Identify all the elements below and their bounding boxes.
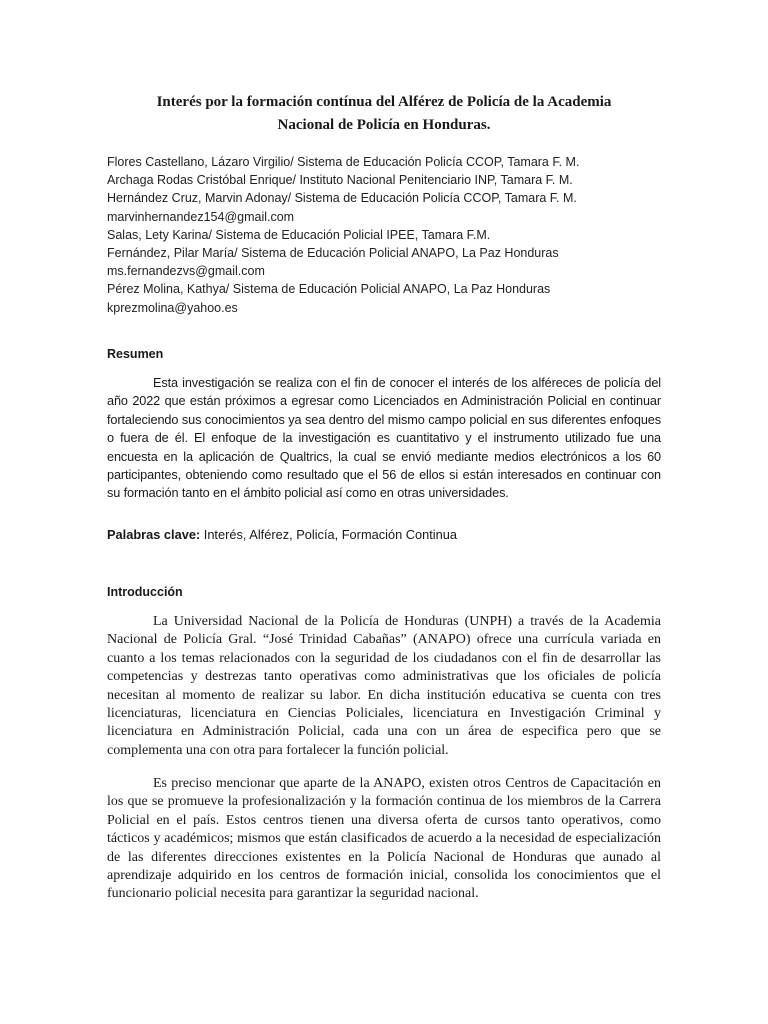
introduccion-heading: Introducción	[107, 585, 183, 599]
author-line: Fernández, Pilar María/ Sistema de Educación Policial ANAPO, La Paz Honduras	[107, 246, 559, 261]
keywords	[107, 527, 457, 542]
keywords-label: Palabras clave:	[107, 527, 201, 542]
title-line-2: Nacional de Policía en Honduras.	[277, 117, 491, 133]
author-email: kprezmolina@yahoo.es	[107, 300, 238, 315]
title-line-1: Interés por la formación contínua del Alférez de Policía de la Academia	[156, 94, 612, 110]
author-line: Salas, Lety Karina/ Sistema de Educación Policial IPEE, Tamara F.M.	[107, 227, 491, 242]
author-list	[107, 153, 667, 317]
author-line: Archaga Rodas Cristóbal Enrique/ Instituto Nacional Penitenciario INP, Tamara F. M.	[107, 173, 573, 188]
author-email: ms.fernandezvs@gmail.com	[107, 264, 265, 279]
resumen-heading: Resumen	[107, 347, 164, 361]
author-line: Hernández Cruz, Marvin Adonay/ Sistema de Educación Policía CCOP, Tamara F. M.	[107, 191, 577, 206]
author-line: Pérez Molina, Kathya/ Sistema de Educación Policial ANAPO, La Paz Honduras	[107, 282, 551, 297]
introduccion-paragraph-1: La Universidad Nacional de la Policía de Honduras (UNPH) a través de la Academia Nacional de Policía Gral. “José Trinidad Cabañas” (ANAPO) ofrece una currícula variada en cuanto a los temas relacionados con la seguridad de los ciudadanos con el fin de desarrollar las competencias y destrezas tanto operativas como administrativas que los oficiales de policía necesitan al momento de realizar su labor. En dicha institución educativa se cuenta con tres licenciaturas, licenciatura en Ciencias Policiales, licenciatura en Investigación Criminal y licenciatura en Administración Policial, cada una con un área de especifica pero que se complementa una con otra para fortalecer la función policial.	[107, 614, 661, 758]
resumen-paragraph: Esta investigación se realiza con el fin de conocer el interés de los alféreces de policía del año 2022 que están próximos a egresar como Licenciados en Administración Policial en continuar fortaleciendo sus conocimientos ya sea dentro del mismo campo policial en sus diferentes enfoques o fuera de él. El enfoque de la investigación es cuantitativo y el instrumento utilizado fue una encuesta en la aplicación de Qualtrics, la cual se envió mediante medios electrónicos a los 60 participantes, obteniendo como resultado que el 56 de ellos si están interesados en continuar con su formación tanto en el ámbito policial así como en otras universidades.	[107, 376, 661, 501]
author-email: marvinhernandez154@gmail.com	[107, 209, 295, 224]
introduccion-paragraph-2: Es preciso mencionar que aparte de la ANAPO, existen otros Centros de Capacitación en los que se promueve la profesionalización y la formación continua de los miembros de la Carrera Policial en el país. Estos centros tienen una diversa oferta de cursos tanto operativos, como tácticos y académicos; mismos que están clasificados de acuerdo a la necesidad de especialización de las diferentes direcciones existentes en la Policía Nacional de Honduras que aunado al aprendizaje adquirido en los centros de formación inicial, consolida los conocimientos que el funcionario policial necesita para garantizar la seguridad nacional.	[107, 776, 661, 902]
keywords-text: Interés, Alférez, Policía, Formación Continua	[200, 527, 457, 542]
author-line: Flores Castellano, Lázaro Virgilio/ Sistema de Educación Policía CCOP, Tamara F. M.	[107, 155, 580, 169]
paper-title	[100, 91, 668, 137]
